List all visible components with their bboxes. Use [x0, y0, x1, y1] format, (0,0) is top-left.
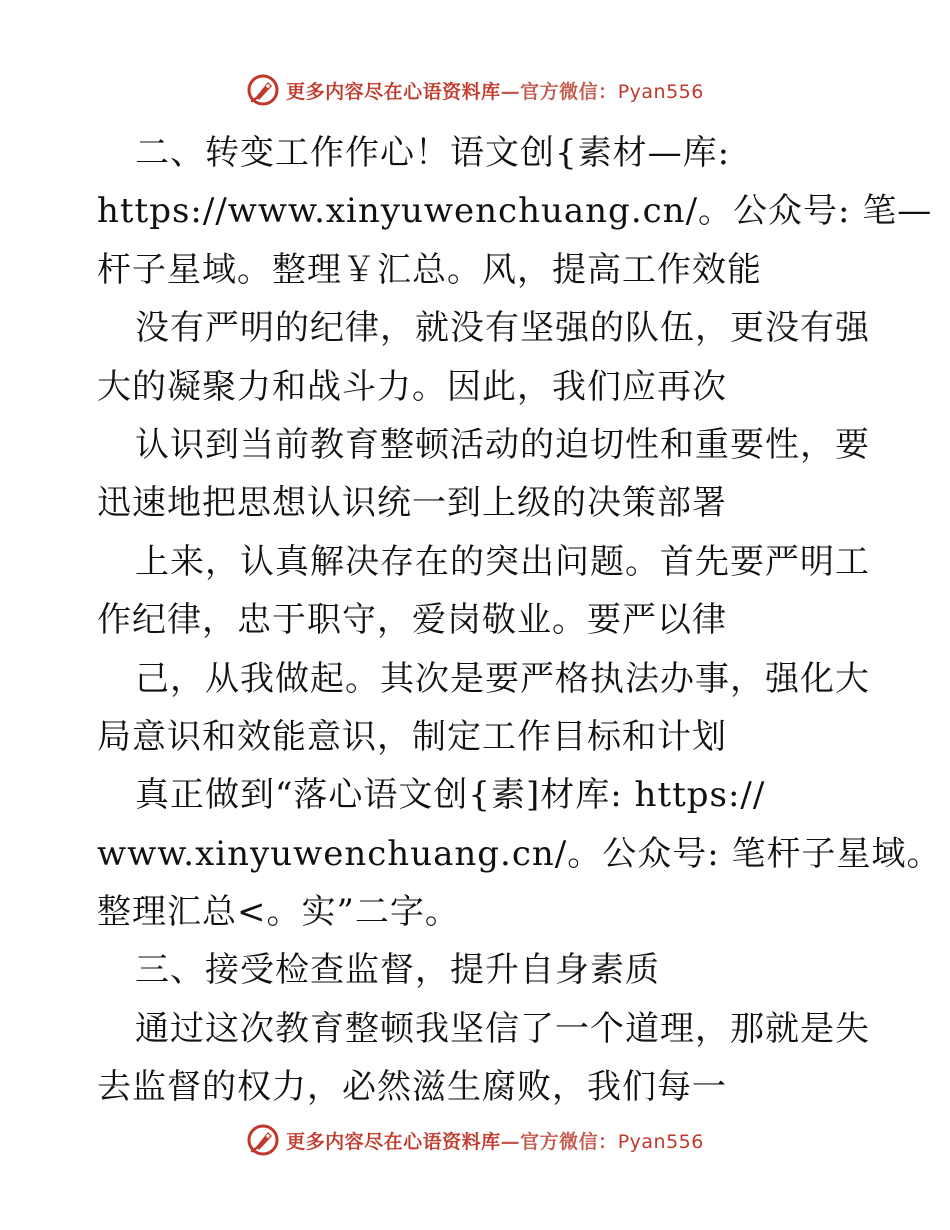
body-line: 认识到当前教育整顿活动的迫切性和重要性，要 [135, 424, 870, 465]
header-banner [0, 70, 950, 110]
body-line: https://www.xinyuwenchuang.cn/。公众号: 笔— [97, 191, 933, 232]
header-banner-main: 更多内容尽在心语资料库 [286, 80, 501, 103]
body-line: 去监督的权力，必然滋生腐败，我们每一 [97, 1067, 727, 1108]
body-line: 作纪律，忠于职守，爱岗敬业。要严以律 [97, 600, 727, 641]
body-line: 上来，认真解决存在的突出问题。首先要严明工 [135, 541, 870, 582]
pen-nib-circle-icon [246, 73, 280, 107]
pen-nib-circle-icon [246, 1123, 280, 1157]
body-line: 己，从我做起。其次是要严格执法办事，强化大 [135, 658, 870, 699]
header-banner-wechat-id: Pyan556 [617, 80, 704, 103]
body-line: 大的凝聚力和战斗力。因此，我们应再次 [97, 366, 727, 407]
body-line: 局意识和效能意识，制定工作目标和计划 [97, 716, 727, 757]
body-line: 二、转变工作作心！语文创{素材—库: [135, 133, 731, 173]
body-line: 整理汇总<。实”二字。 [97, 892, 460, 933]
body-line: 通过这次教育整顿我坚信了一个道理，那就是失 [135, 1008, 870, 1049]
footer-banner-official: 官方微信： [520, 1130, 618, 1153]
body-line: 真正做到“落心语文创{素]材库: https:// [135, 775, 766, 816]
body-line: 三、接受检查监督，提升自身素质 [135, 950, 660, 991]
body-line: 杆子星域。整理￥汇总。风，提高工作效能 [97, 249, 762, 290]
footer-banner-wechat-id: Pyan556 [617, 1130, 704, 1153]
footer-banner-text [286, 1127, 704, 1154]
footer-banner [0, 1120, 950, 1160]
footer-banner-dash: — [500, 1130, 521, 1153]
body-line: www.xinyuwenchuang.cn/。公众号: 笔杆子星域。 [97, 833, 942, 874]
header-banner-official: 官方微信： [520, 80, 618, 103]
body-line: 迅速地把思想认识统一到上级的决策部署 [97, 483, 727, 524]
body-line: 没有严明的纪律，就没有坚强的队伍，更没有强 [135, 308, 870, 349]
document-body [97, 124, 942, 1117]
header-banner-dash: — [500, 80, 521, 103]
footer-banner-main: 更多内容尽在心语资料库 [286, 1130, 501, 1153]
header-banner-text [286, 77, 704, 104]
